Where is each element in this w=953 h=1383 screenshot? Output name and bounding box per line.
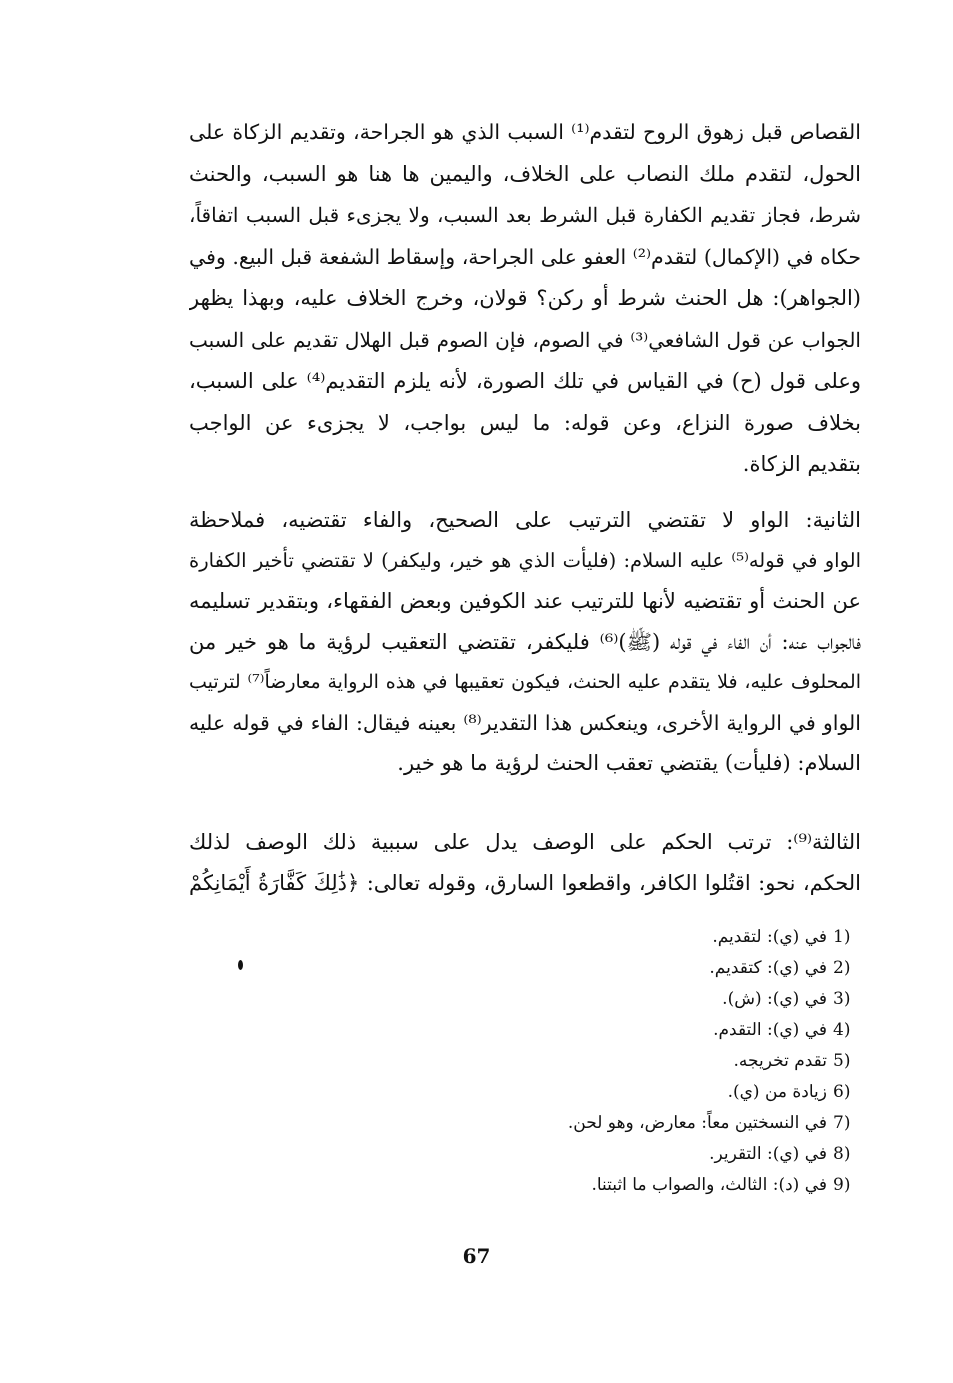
text-line: (الجواهر): هل الحنث شرط أو ركن؟ قولان، وخرج الخلاف عليه، وبهذا يظهر: [189, 286, 861, 310]
footnote-text: في النسختين معاً: معارض، وهو لحن.: [567, 1113, 827, 1133]
footnote-number: 7): [833, 1113, 851, 1133]
footnote: [441, 1139, 861, 1170]
footnote-text: تقدم تخريجه.: [733, 1051, 827, 1071]
footnote-number: 6): [833, 1082, 851, 1102]
footnote: [441, 1046, 861, 1077]
text-line: السلام: (فليأت) يقتضي تعقب الحنث لرؤية ما هو خير.: [397, 751, 861, 775]
text-line: شرط، فجاز تقديم الكفارة قبل الشرط بعد السبب، ولا يجزىء قبل السبب اتفاقاً،: [189, 203, 861, 227]
footnote-number: 8): [833, 1144, 851, 1164]
footnote-number: 2): [833, 958, 851, 978]
footnote: [441, 1108, 861, 1139]
paragraph-1: [189, 112, 861, 486]
paragraph-2: [189, 500, 861, 784]
footnote: [441, 1015, 861, 1046]
text-line: بخلاف صورة النزاع، وعن قوله: ما ليس بواجب، لا يجزىء عن الواجب: [189, 410, 861, 435]
footnote-number: 9): [833, 1175, 851, 1195]
text-line: المحلوف عليه، فلا يتقدم عليه الحنث، فيكون تعقيبها في هذه الرواية معارضاً⁽⁷⁾ لترتيب: [189, 671, 861, 693]
footnote: [441, 984, 861, 1015]
text-line: الحول، لتقدم ملك النصاب على الخلاف، واليمين ها هنا هو السبب، والحنث: [189, 161, 861, 186]
stray-mark: [238, 960, 243, 970]
footnote-text: في (ي): التقرير.: [709, 1144, 827, 1164]
footnote: [441, 1077, 861, 1108]
text-line: الثانية: الواو لا تقتضي الترتيب على الصحيح، والفاء تقتضيه، فملاحظة: [189, 508, 861, 532]
page-number: 67: [462, 1244, 491, 1268]
footnote-text: في (ي): التقدم.: [713, 1020, 827, 1040]
text-line: الثالثة⁽⁹⁾: ترتب الحكم على الوصف يدل على سببية ذلك الوصف لذلك: [189, 830, 861, 854]
footnote: [441, 953, 861, 984]
footnote-number: 1): [833, 927, 851, 947]
text-line: الواو في قوله⁽⁵⁾ عليه السلام: (فليأت الذي هو خير، وليكفر) لا تقتضي تأخير الكفارة: [189, 548, 861, 572]
text-line: عن الحنث أو تقتضيه لأنها للترتيب عند الكوفين وبعض الفقهاء، وبتقدير تسليمه: [189, 589, 861, 613]
text-line: فالجواب عنه: أن الفاء في قوله (ﷺ)⁽⁶⁾ فليكفر، تقتضي التعقيب لرؤية ما هو خير من: [189, 629, 861, 654]
text-line: القصاص قبل زهوق الروح لتقدم⁽¹⁾ السبب الذي هو الجراحة، وتقديم الزكاة على: [189, 120, 861, 144]
footnote-text: في (د): الثالث، والصواب ما اثبتنا.: [591, 1175, 827, 1195]
footnote-text: في (ي): (ش).: [722, 989, 827, 1009]
text-line: وعلى قول (ح) في القياس في تلك الصورة، لأنه يلزم التقديم⁽⁴⁾ على السبب،: [189, 369, 861, 393]
text-line: الحكم، نحو: اقتُلوا الكافر، واقطعوا السارق، وقوله تعالى: ﴿ذَٰلِكَ كَفَّارَةُ أَيْمَانِكُمْ: [189, 870, 861, 895]
text-line: حكاه في (الإكمال) لتقدم⁽²⁾ العفو على الجراحة، وإسقاط الشفعة قبل البيع. وفي: [189, 244, 861, 269]
footnotes: [441, 922, 861, 1201]
paragraph-3: [189, 822, 861, 903]
footnote-number: 4): [833, 1020, 851, 1040]
footnote: [441, 1170, 861, 1201]
text-line: الجواب عن قول الشافعي⁽³⁾ في الصوم، فإن الصوم قبل الهلال تقديم على السبب: [189, 327, 861, 352]
footnote-number: 3): [833, 989, 851, 1009]
footnote: [441, 922, 861, 953]
footnote-text: في (ي): كتقديم.: [709, 958, 827, 978]
footnote-text: زيادة من (ي).: [727, 1082, 827, 1102]
footnote-number: 5): [833, 1051, 851, 1071]
footnote-text: في (ي): لتقديم.: [712, 927, 827, 947]
text-line: الواو في الرواية الأخرى، وينعكس هذا التقدير⁽⁸⁾ بعينه فيقال: الفاء في قوله عليه: [189, 710, 861, 735]
text-line: بتقديم الزكاة.: [742, 452, 861, 476]
